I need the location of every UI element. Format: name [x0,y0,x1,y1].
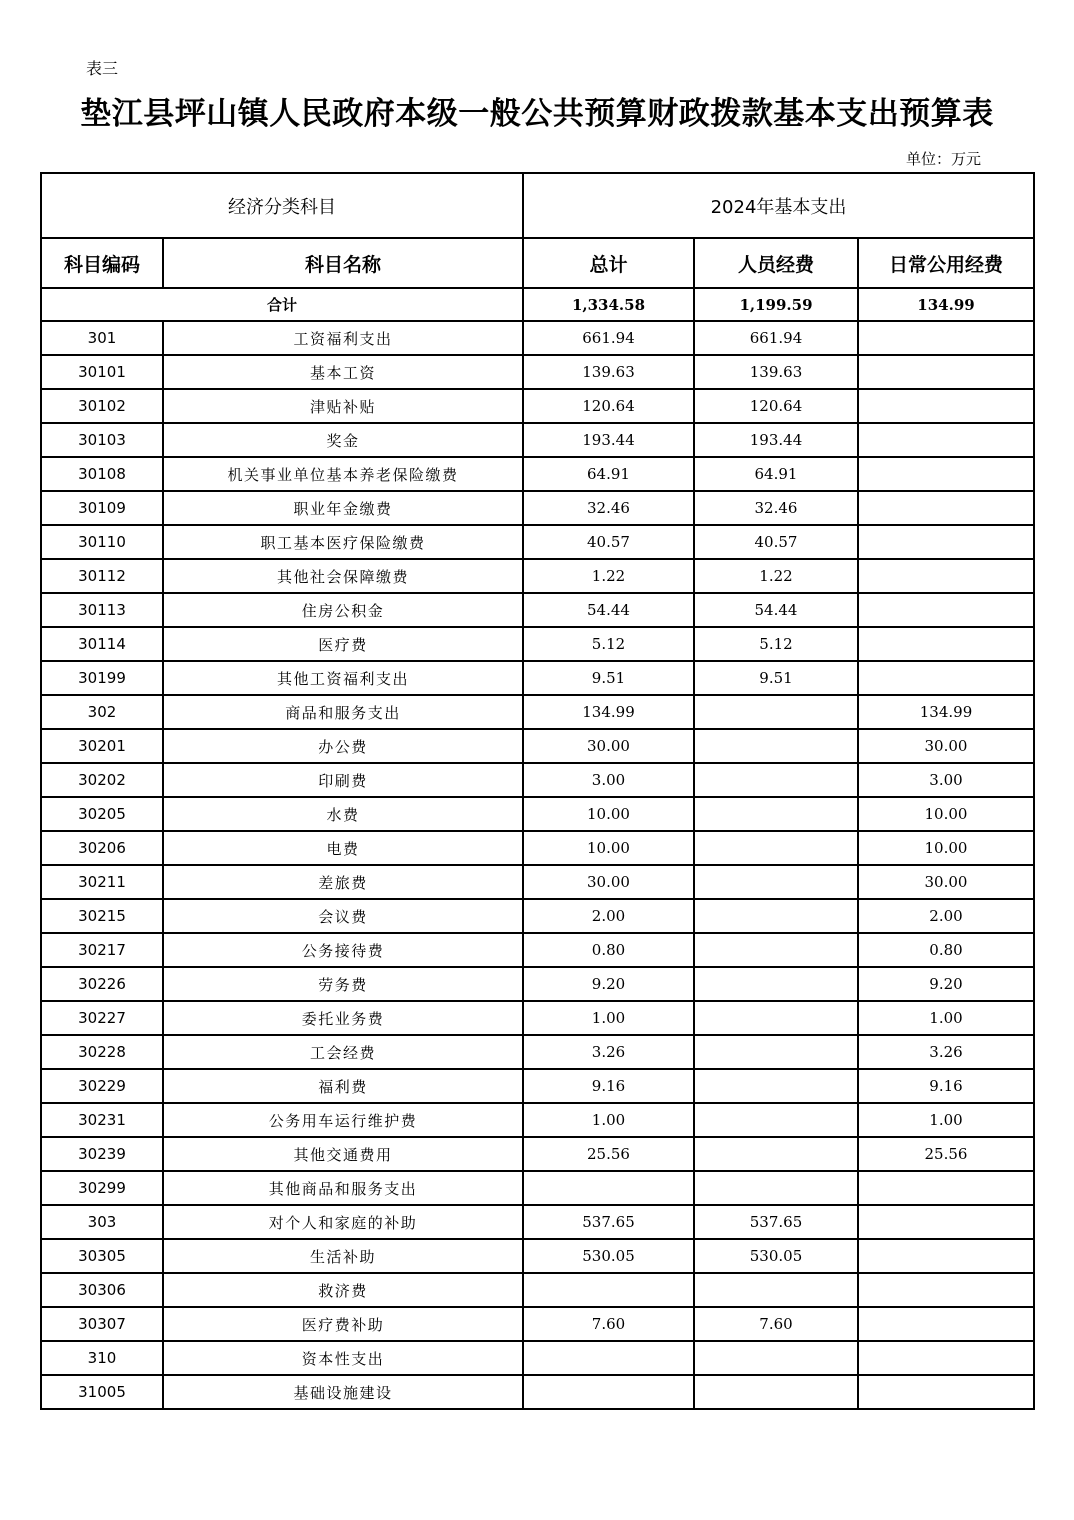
row-total: 134.99 [523,695,694,729]
row-name: 基础设施建设 [163,1375,523,1409]
table-row [41,899,1034,933]
row-public [858,1273,1034,1307]
row-name: 职业年金缴费 [163,491,523,525]
row-public [858,593,1034,627]
row-personnel [694,831,858,865]
page-title: 垫江县坪山镇人民政府本级一般公共预算财政拨款基本支出预算表 [80,96,994,132]
row-total: 3.00 [523,763,694,797]
row-public [858,321,1034,355]
row-public [858,1171,1034,1205]
table-row [41,389,1034,423]
row-total: 30.00 [523,865,694,899]
row-total [523,1375,694,1409]
row-total: 1.00 [523,1001,694,1035]
row-name: 委托业务费 [163,1001,523,1035]
row-public [858,423,1034,457]
row-personnel [694,1171,858,1205]
row-personnel: 40.57 [694,525,858,559]
row-personnel [694,1035,858,1069]
header-code: 科目编码 [41,238,163,288]
row-personnel: 1.22 [694,559,858,593]
row-personnel: 9.51 [694,661,858,695]
row-public: 10.00 [858,831,1034,865]
table-row [41,1001,1034,1035]
row-public: 2.00 [858,899,1034,933]
table-number: 表三 [86,59,119,78]
table-row [41,729,1034,763]
row-total: 10.00 [523,831,694,865]
table-row [41,933,1034,967]
row-code: 30202 [41,763,163,797]
table-row [41,763,1034,797]
table-row [41,1069,1034,1103]
row-code: 30201 [41,729,163,763]
row-public: 0.80 [858,933,1034,967]
row-personnel: 7.60 [694,1307,858,1341]
row-name: 电费 [163,831,523,865]
table-row [41,1205,1034,1239]
row-name: 会议费 [163,899,523,933]
row-total: 9.51 [523,661,694,695]
table-row [41,865,1034,899]
row-public: 3.26 [858,1035,1034,1069]
row-name: 印刷费 [163,763,523,797]
row-name: 福利费 [163,1069,523,1103]
row-name: 其他社会保障缴费 [163,559,523,593]
row-public [858,559,1034,593]
table-row [41,695,1034,729]
row-public [858,525,1034,559]
row-total [523,1341,694,1375]
table-row [41,797,1034,831]
row-total: 25.56 [523,1137,694,1171]
row-public [858,457,1034,491]
row-name: 其他工资福利支出 [163,661,523,695]
row-code: 30305 [41,1239,163,1273]
row-total: 530.05 [523,1239,694,1273]
header-economic-classification: 经济分类科目 [41,173,523,238]
row-personnel [694,1273,858,1307]
row-code: 30199 [41,661,163,695]
row-code: 30114 [41,627,163,661]
budget-table [40,172,1035,1410]
table-row [41,1273,1034,1307]
row-code: 30229 [41,1069,163,1103]
total-row [41,288,1034,321]
row-name: 公务接待费 [163,933,523,967]
row-code: 30307 [41,1307,163,1341]
table-row [41,1239,1034,1273]
table-row [41,593,1034,627]
row-code: 30109 [41,491,163,525]
row-total: 54.44 [523,593,694,627]
row-total: 7.60 [523,1307,694,1341]
row-name: 资本性支出 [163,1341,523,1375]
table-row [41,321,1034,355]
row-public [858,1307,1034,1341]
table-row [41,355,1034,389]
row-code: 30206 [41,831,163,865]
row-code: 30101 [41,355,163,389]
table-row [41,627,1034,661]
row-name: 医疗费 [163,627,523,661]
row-total: 1.22 [523,559,694,593]
table-row [41,661,1034,695]
row-total: 537.65 [523,1205,694,1239]
row-code: 310 [41,1341,163,1375]
header-personnel: 人员经费 [694,238,858,288]
row-code: 30211 [41,865,163,899]
table-row [41,1171,1034,1205]
row-public [858,1341,1034,1375]
row-personnel: 120.64 [694,389,858,423]
row-total: 9.16 [523,1069,694,1103]
row-personnel [694,899,858,933]
row-total: 0.80 [523,933,694,967]
row-personnel: 64.91 [694,457,858,491]
row-public: 30.00 [858,729,1034,763]
row-name: 救济费 [163,1273,523,1307]
row-name: 医疗费补助 [163,1307,523,1341]
row-code: 30113 [41,593,163,627]
row-personnel [694,797,858,831]
row-public: 134.99 [858,695,1034,729]
table-row [41,831,1034,865]
row-public: 30.00 [858,865,1034,899]
row-total: 30.00 [523,729,694,763]
row-personnel [694,1137,858,1171]
row-code: 302 [41,695,163,729]
table-row [41,1103,1034,1137]
row-name: 基本工资 [163,355,523,389]
row-public: 9.20 [858,967,1034,1001]
row-public [858,389,1034,423]
row-public [858,1205,1034,1239]
row-name: 办公费 [163,729,523,763]
row-public [858,1239,1034,1273]
row-public [858,1375,1034,1409]
row-personnel: 193.44 [694,423,858,457]
row-personnel [694,1341,858,1375]
header-basic-expenditure-2024: 2024年基本支出 [523,173,1034,238]
row-code: 303 [41,1205,163,1239]
row-personnel [694,695,858,729]
row-public [858,627,1034,661]
row-public: 25.56 [858,1137,1034,1171]
row-public: 1.00 [858,1001,1034,1035]
row-public: 1.00 [858,1103,1034,1137]
row-code: 30102 [41,389,163,423]
row-public: 9.16 [858,1069,1034,1103]
table-row [41,1137,1034,1171]
row-code: 30226 [41,967,163,1001]
row-personnel: 5.12 [694,627,858,661]
row-public: 10.00 [858,797,1034,831]
table-row [41,1341,1034,1375]
header-total: 总计 [523,238,694,288]
row-code: 31005 [41,1375,163,1409]
row-name: 对个人和家庭的补助 [163,1205,523,1239]
table-row [41,423,1034,457]
row-code: 30228 [41,1035,163,1069]
row-name: 机关事业单位基本养老保险缴费 [163,457,523,491]
table-row [41,1035,1034,1069]
table-row [41,1307,1034,1341]
row-public [858,661,1034,695]
row-total: 64.91 [523,457,694,491]
row-total: 3.26 [523,1035,694,1069]
row-name: 津贴补贴 [163,389,523,423]
row-personnel [694,763,858,797]
row-name: 其他交通费用 [163,1137,523,1171]
row-code: 30227 [41,1001,163,1035]
unit-label: 单位：万元 [906,150,982,168]
table-row [41,491,1034,525]
header-public: 日常公用经费 [858,238,1034,288]
row-total [523,1171,694,1205]
row-code: 30299 [41,1171,163,1205]
row-personnel [694,933,858,967]
row-total: 5.12 [523,627,694,661]
row-name: 商品和服务支出 [163,695,523,729]
row-code: 30306 [41,1273,163,1307]
row-total: 120.64 [523,389,694,423]
row-name: 水费 [163,797,523,831]
row-personnel [694,865,858,899]
table-row [41,1375,1034,1409]
row-code: 30205 [41,797,163,831]
row-personnel: 32.46 [694,491,858,525]
row-code: 30215 [41,899,163,933]
row-public: 3.00 [858,763,1034,797]
total-public: 134.99 [858,288,1034,321]
row-personnel: 537.65 [694,1205,858,1239]
row-personnel: 661.94 [694,321,858,355]
row-personnel [694,1001,858,1035]
row-name: 住房公积金 [163,593,523,627]
row-code: 30239 [41,1137,163,1171]
row-total [523,1273,694,1307]
row-code: 30103 [41,423,163,457]
row-name: 其他商品和服务支出 [163,1171,523,1205]
row-total: 32.46 [523,491,694,525]
row-total: 9.20 [523,967,694,1001]
row-public [858,355,1034,389]
table-row [41,559,1034,593]
row-name: 劳务费 [163,967,523,1001]
row-name: 工会经费 [163,1035,523,1069]
row-total: 193.44 [523,423,694,457]
row-personnel [694,729,858,763]
row-total: 661.94 [523,321,694,355]
total-personnel: 1,199.59 [694,288,858,321]
table-row [41,525,1034,559]
row-name: 公务用车运行维护费 [163,1103,523,1137]
row-code: 30231 [41,1103,163,1137]
row-total: 139.63 [523,355,694,389]
row-code: 30112 [41,559,163,593]
row-name: 职工基本医疗保险缴费 [163,525,523,559]
row-name: 奖金 [163,423,523,457]
row-personnel [694,1375,858,1409]
row-personnel [694,1103,858,1137]
row-personnel [694,1069,858,1103]
row-code: 30108 [41,457,163,491]
row-name: 差旅费 [163,865,523,899]
table-row [41,457,1034,491]
row-personnel: 54.44 [694,593,858,627]
row-personnel: 139.63 [694,355,858,389]
row-personnel: 530.05 [694,1239,858,1273]
row-total: 40.57 [523,525,694,559]
row-total: 10.00 [523,797,694,831]
row-name: 工资福利支出 [163,321,523,355]
row-name: 生活补助 [163,1239,523,1273]
total-label: 合计 [41,288,523,321]
row-total: 1.00 [523,1103,694,1137]
row-public [858,491,1034,525]
header-name: 科目名称 [163,238,523,288]
row-total: 2.00 [523,899,694,933]
total-sum: 1,334.58 [523,288,694,321]
row-code: 301 [41,321,163,355]
row-code: 30110 [41,525,163,559]
row-code: 30217 [41,933,163,967]
row-personnel [694,967,858,1001]
table-row [41,967,1034,1001]
